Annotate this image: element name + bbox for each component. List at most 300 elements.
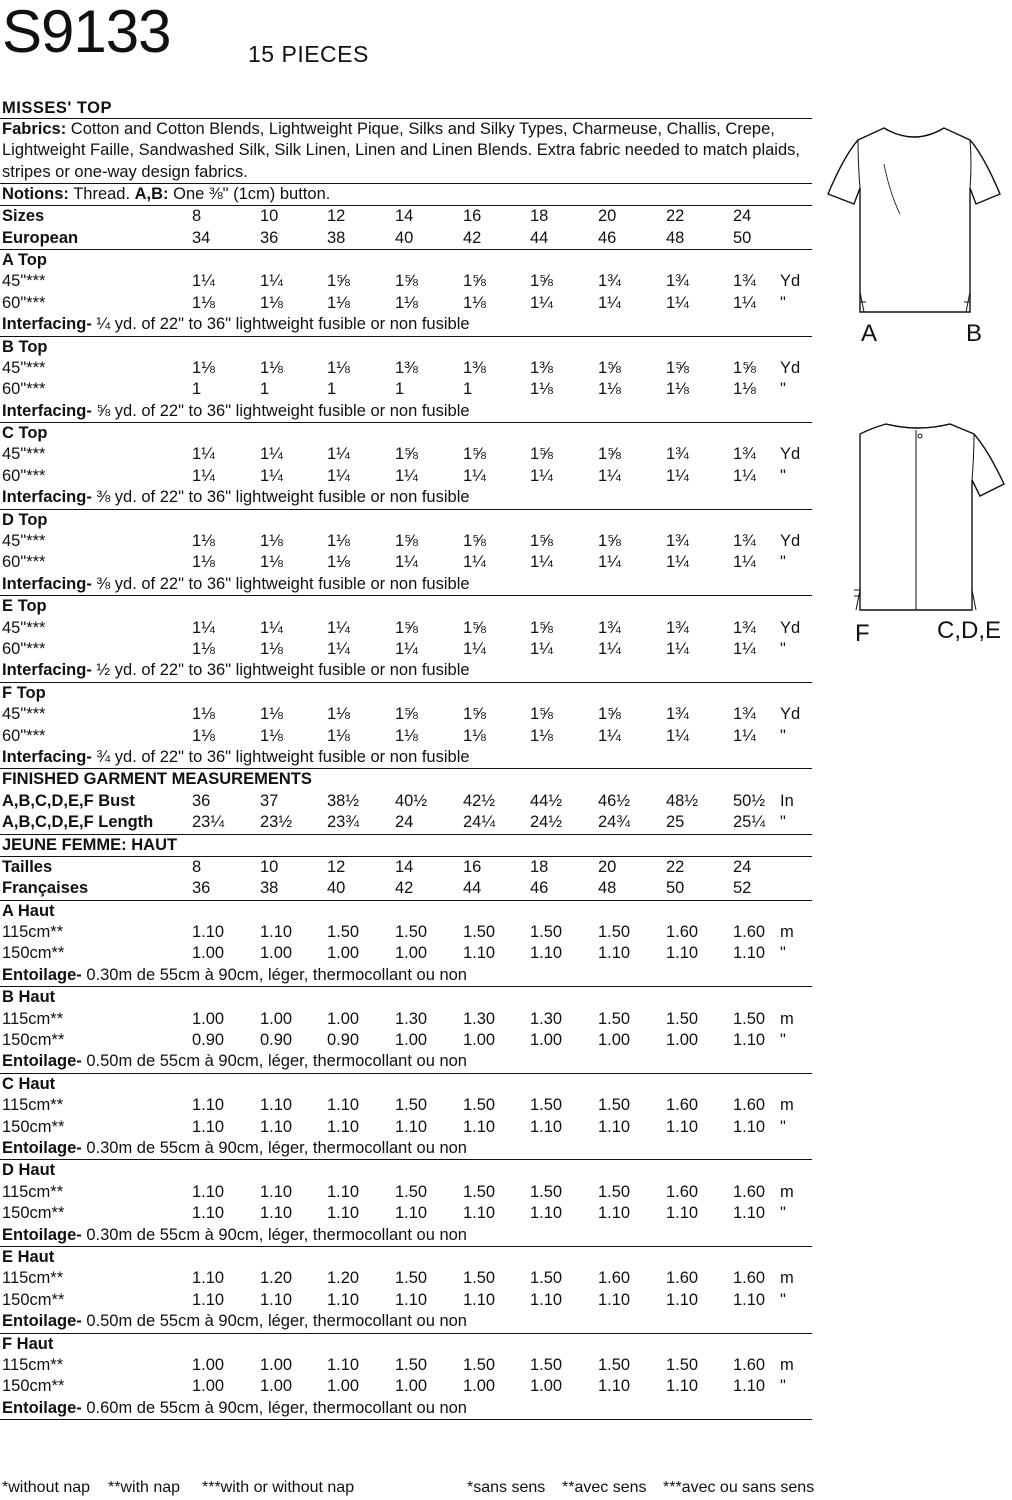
size-value: 1.10 <box>260 1204 293 1223</box>
size-value: 1.10 <box>733 1290 766 1309</box>
view-title <box>0 901 812 922</box>
fr-yardage-table <box>0 835 812 1421</box>
view-title <box>0 510 812 531</box>
size-value: 1.30 <box>463 1009 496 1028</box>
unit-label: " <box>780 466 786 485</box>
size-value: 1¼ <box>395 466 418 485</box>
yardage-45-row-label: 45"*** <box>2 532 46 551</box>
size-value: 1⅛ <box>598 380 621 399</box>
size-value: 1¾ <box>733 705 756 724</box>
size-value: 1⅝ <box>395 272 418 291</box>
size-value: 22 <box>666 207 685 226</box>
size-value: 1.00 <box>530 1377 563 1396</box>
unit-label: m <box>780 1355 794 1374</box>
size-value: 1.10 <box>327 1096 360 1115</box>
size-value: 1⅛ <box>260 553 283 572</box>
size-value: 1.10 <box>666 1290 699 1309</box>
size-value: 1.60 <box>666 1182 699 1201</box>
size-value: 1⅛ <box>395 293 418 312</box>
finished-measurements-title <box>0 769 812 790</box>
view-title-text: B Top <box>2 337 48 356</box>
size-value: 40 <box>395 228 414 247</box>
size-value: 23½ <box>260 813 293 832</box>
view-title-text: E Haut <box>2 1247 55 1266</box>
yardage-45-row <box>0 271 812 292</box>
size-value: 1¼ <box>463 466 486 485</box>
footnote: **with nap <box>108 1479 181 1496</box>
metrage-150-row <box>0 1030 812 1051</box>
metrage-150-row-label: 150cm** <box>2 1031 65 1050</box>
size-value: 48½ <box>666 791 699 810</box>
size-value: 1¾ <box>666 532 689 551</box>
size-value: 1.10 <box>192 1117 225 1136</box>
size-value: 1.50 <box>463 1182 496 1201</box>
view-title <box>0 423 812 444</box>
yardage-60-row <box>0 726 812 747</box>
sizes-row-label: Sizes <box>2 207 45 226</box>
notions-part: Thread. <box>68 184 135 203</box>
size-value: 24¾ <box>598 813 631 832</box>
size-value: 1.10 <box>260 1096 293 1115</box>
notions-label: Notions: <box>2 184 69 203</box>
size-value: 1.10 <box>260 1117 293 1136</box>
european-sizes-row-label: European <box>2 228 79 247</box>
size-value: 1.10 <box>530 1204 563 1223</box>
size-value: 42 <box>395 879 414 898</box>
size-value: 1.60 <box>733 1355 766 1374</box>
size-value: 1¼ <box>666 640 689 658</box>
size-value: 1⅝ <box>395 532 418 551</box>
view-title-text: A Haut <box>2 901 55 920</box>
size-value: 1.10 <box>260 1290 293 1309</box>
yardage-60-row <box>0 466 812 487</box>
back-view-illustration <box>848 420 1008 620</box>
view-label-cde: C,D,E <box>937 617 1002 644</box>
view-title <box>0 337 812 358</box>
size-value: 1¼ <box>260 618 283 637</box>
size-value: 1.50 <box>598 923 631 942</box>
unit-label: " <box>780 380 786 399</box>
size-value: 24¼ <box>463 813 496 832</box>
size-value: 1⅛ <box>327 553 350 572</box>
size-value: 1.50 <box>395 1182 428 1201</box>
view-label-f: F <box>855 620 870 647</box>
size-value: 1.10 <box>666 1204 699 1223</box>
size-value: 1⅛ <box>260 705 283 724</box>
size-value: 44 <box>463 879 482 898</box>
size-value: 1.30 <box>530 1009 563 1028</box>
interfacing-text: ¾ yd. of 22" to 36" lightweight fusible or non fusible <box>91 747 470 766</box>
size-value: 1⅝ <box>530 705 553 724</box>
unit-label: Yd <box>780 532 801 551</box>
size-value: 1¾ <box>666 445 689 464</box>
size-value: 1.10 <box>192 1290 225 1309</box>
size-value: 1⅝ <box>463 532 486 551</box>
size-value: 1⅝ <box>463 445 486 464</box>
size-value: 1¼ <box>327 640 350 658</box>
view-title-text: C Top <box>2 424 48 443</box>
size-value: 1¼ <box>530 640 553 658</box>
size-value: 1¼ <box>327 618 350 637</box>
view-title-text: B Haut <box>2 988 56 1007</box>
nap-footnotes <box>0 1476 815 1500</box>
metrage-150-row <box>0 943 812 964</box>
size-value: 1.10 <box>395 1204 428 1223</box>
size-value: 24 <box>733 857 752 876</box>
size-value: 1¾ <box>666 272 689 291</box>
interfacing-label: Entoilage- <box>2 1138 82 1157</box>
notions-text <box>0 184 812 205</box>
metrage-115-row-label: 115cm** <box>2 1269 64 1288</box>
size-value: 50 <box>733 228 752 247</box>
size-value: 1 <box>192 380 202 399</box>
unit-label: " <box>780 1117 786 1136</box>
size-value: 1.60 <box>733 1269 766 1288</box>
interfacing-row <box>0 1138 812 1159</box>
size-value: 23¾ <box>327 813 360 832</box>
size-value: 1.50 <box>530 1269 563 1288</box>
size-value: 1¼ <box>666 726 689 745</box>
fabrics-text <box>0 119 812 183</box>
unit-label: " <box>780 726 786 745</box>
size-value: 1¼ <box>463 640 486 658</box>
unit-label: Yd <box>780 445 801 464</box>
size-value: 36 <box>260 228 279 247</box>
size-value: 1.10 <box>733 1031 766 1050</box>
interfacing-row <box>0 574 812 595</box>
size-value: 16 <box>463 207 482 226</box>
yardage-45-row <box>0 704 812 725</box>
size-value: 1⅛ <box>260 726 283 745</box>
size-value: 1.50 <box>733 1009 766 1028</box>
size-value: 1⅝ <box>598 358 621 377</box>
size-value: 1.50 <box>395 923 428 942</box>
size-value: 1.50 <box>395 1355 428 1374</box>
size-value: 25¼ <box>733 813 766 832</box>
size-value: 18 <box>530 857 549 876</box>
size-value: 1¼ <box>598 553 621 572</box>
unit-label: Yd <box>780 618 801 637</box>
interfacing-row <box>0 747 812 768</box>
footnote: **avec sens <box>562 1479 647 1496</box>
size-value: 1¾ <box>666 618 689 637</box>
size-value: 0.90 <box>192 1031 225 1050</box>
interfacing-row <box>0 1398 812 1419</box>
size-value: 1⅜ <box>395 358 418 377</box>
size-value: 1.10 <box>327 1290 360 1309</box>
view-title <box>0 683 812 704</box>
size-value: 1⅛ <box>192 553 215 572</box>
size-value: 1.00 <box>192 1355 225 1374</box>
size-value: 1.10 <box>260 1182 293 1201</box>
view-title-text: D Haut <box>2 1161 56 1180</box>
size-value: 1.00 <box>260 1009 293 1028</box>
size-value: 1.10 <box>192 1096 225 1115</box>
size-value: 16 <box>463 857 482 876</box>
size-value: 1.50 <box>395 1269 428 1288</box>
unit-label: " <box>780 1031 786 1050</box>
size-value: 1.10 <box>666 1377 699 1396</box>
size-value: 1.00 <box>530 1031 563 1050</box>
size-value: 1¼ <box>530 466 553 485</box>
size-value: 1.10 <box>260 923 293 942</box>
yardage-60-row-label: 60"*** <box>2 380 46 399</box>
unit-label: m <box>780 1009 794 1028</box>
size-value: 38½ <box>327 791 360 810</box>
size-value: 1⅝ <box>395 618 418 637</box>
size-value: 46 <box>530 879 549 898</box>
unit-label: " <box>780 1290 786 1309</box>
unit-label: " <box>780 293 786 312</box>
size-value: 1.10 <box>598 1204 631 1223</box>
footnote: *sans sens <box>467 1479 546 1496</box>
size-value: 38 <box>260 879 279 898</box>
view-title <box>0 1074 812 1095</box>
interfacing-text: 0.60m de 55cm à 90cm, léger, thermocollant ou non <box>81 1398 467 1417</box>
size-value: 1.10 <box>463 1290 496 1309</box>
size-value: 36 <box>192 791 211 810</box>
size-value: 1⅛ <box>327 726 350 745</box>
size-value: 1¼ <box>598 640 621 658</box>
size-value: 1⅛ <box>192 705 215 724</box>
size-value: 10 <box>260 857 279 876</box>
size-value: 8 <box>192 207 202 226</box>
interfacing-text: ½ yd. of 22" to 36" lightweight fusible or non fusible <box>91 661 470 680</box>
size-value: 1.10 <box>666 944 699 963</box>
bust-row-label: A,B,C,D,E,F Bust <box>2 791 135 810</box>
metrage-115-row-label: 115cm** <box>2 1096 64 1115</box>
yardage-60-row <box>0 639 812 660</box>
yardage-60-row-label: 60"*** <box>2 640 46 658</box>
size-value: 1.00 <box>192 1377 225 1396</box>
yardage-45-row <box>0 444 812 465</box>
size-value: 1¾ <box>733 618 756 637</box>
size-value: 1.10 <box>192 1182 225 1201</box>
size-value: 1⅛ <box>530 726 553 745</box>
bust-row <box>0 791 812 812</box>
size-value: 1⅛ <box>463 726 486 745</box>
yardage-60-row-label: 60"*** <box>2 466 46 485</box>
jeune-femme-title <box>0 835 812 856</box>
size-value: 1.10 <box>327 1117 360 1136</box>
unit-label: " <box>780 1204 786 1223</box>
size-value: 1¼ <box>530 553 553 572</box>
size-value: 1.50 <box>598 1009 631 1028</box>
size-value: 20 <box>598 207 617 226</box>
fabrics-list: Cotton and Cotton Blends, Lightweight Pique, Silks and Silky Types, Charmeuse, Challis, Crepe, Lightweight Faille, Sandwashed Silk, Silk Linen, Linen and Linen Blends. Extra fabric needed to match plaids, stripes or one-way design fabrics. <box>2 120 800 181</box>
unit-label: " <box>780 944 786 963</box>
yardage-chart <box>0 98 812 1420</box>
metrage-150-row-label: 150cm** <box>2 944 65 963</box>
size-value: 1¼ <box>733 640 756 658</box>
unit-label: m <box>780 1182 794 1201</box>
us-yardage-table <box>0 206 812 834</box>
size-value: 1.50 <box>598 1182 631 1201</box>
size-value: 1¼ <box>192 618 215 637</box>
size-value: 1.10 <box>666 1117 699 1136</box>
size-value: 50½ <box>733 791 766 810</box>
footnote: ***avec ou sans sens <box>663 1479 815 1496</box>
size-value: 1¼ <box>260 272 283 291</box>
size-value: 36 <box>192 879 211 898</box>
size-value: 1¾ <box>666 705 689 724</box>
metrage-115-row <box>0 1095 812 1116</box>
size-value: 1¼ <box>192 466 215 485</box>
size-value: 1¼ <box>598 293 621 312</box>
size-value: 1¼ <box>395 553 418 572</box>
interfacing-label: Entoilage- <box>2 1225 82 1244</box>
size-value: 1 <box>327 380 337 399</box>
size-value: 1.10 <box>327 1182 360 1201</box>
size-value: 1⅜ <box>530 358 553 377</box>
size-value: 1.10 <box>530 944 563 963</box>
size-value: 37 <box>260 791 279 810</box>
size-value: 1.50 <box>463 1269 496 1288</box>
size-value: 1¼ <box>733 726 756 745</box>
size-value: 20 <box>598 857 617 876</box>
unit-label: In <box>780 791 794 810</box>
size-value: 1⅛ <box>530 380 553 399</box>
size-value: 1.10 <box>192 1204 225 1223</box>
size-value: 34 <box>192 228 211 247</box>
size-value: 1.20 <box>260 1269 293 1288</box>
unit-label: " <box>780 640 786 658</box>
size-value: 1¾ <box>733 532 756 551</box>
interfacing-row <box>0 1225 812 1246</box>
interfacing-label: Interfacing- <box>2 661 92 680</box>
interfacing-label: Interfacing- <box>2 401 92 420</box>
interfacing-label: Interfacing- <box>2 574 92 593</box>
divider <box>0 1419 812 1420</box>
length-row-label: A,B,C,D,E,F Length <box>2 813 154 832</box>
size-value: 1.50 <box>666 1009 699 1028</box>
size-value: 1⅝ <box>666 358 689 377</box>
size-value: 1.10 <box>598 1290 631 1309</box>
yardage-45-row-label: 45"*** <box>2 445 46 464</box>
interfacing-label: Interfacing- <box>2 488 92 507</box>
size-value: 1⅛ <box>666 380 689 399</box>
size-value: 1.10 <box>192 923 225 942</box>
view-label-b: B <box>966 320 983 347</box>
size-value: 0.90 <box>260 1031 293 1050</box>
size-value: 1⅝ <box>395 705 418 724</box>
size-value: 1¼ <box>192 272 215 291</box>
size-value: 1¼ <box>327 445 350 464</box>
size-value: 1.50 <box>530 1096 563 1115</box>
size-value: 1.60 <box>733 1182 766 1201</box>
metrage-115-row <box>0 1268 812 1289</box>
metrage-115-row <box>0 1009 812 1030</box>
size-value: 1.10 <box>463 944 496 963</box>
francaises-row <box>0 878 812 899</box>
size-value: 1.60 <box>666 1269 699 1288</box>
size-value: 1⅛ <box>327 293 350 312</box>
size-value: 42 <box>463 228 482 247</box>
size-value: 1.10 <box>395 1117 428 1136</box>
view-title-text: C Haut <box>2 1074 56 1093</box>
size-value: 1.10 <box>327 1355 360 1374</box>
interfacing-label: Entoilage- <box>2 965 82 984</box>
size-value: 1⅝ <box>530 272 553 291</box>
size-value: 1⅛ <box>327 705 350 724</box>
size-value: 44 <box>530 228 549 247</box>
front-view-illustration <box>824 124 1004 324</box>
size-value: 10 <box>260 207 279 226</box>
size-value: 1⅝ <box>530 445 553 464</box>
length-row <box>0 812 812 833</box>
size-value: 1.00 <box>395 1031 428 1050</box>
interfacing-text: 0.30m de 55cm à 90cm, léger, thermocollant ou non <box>81 1225 467 1244</box>
size-value: 1⅜ <box>463 358 486 377</box>
size-value: 1.10 <box>733 1117 766 1136</box>
unit-label: " <box>780 1377 786 1396</box>
metrage-150-row <box>0 1376 812 1397</box>
size-value: 1¾ <box>733 445 756 464</box>
size-value: 1.10 <box>530 1290 563 1309</box>
interfacing-row <box>0 660 812 681</box>
size-value: 1.60 <box>666 923 699 942</box>
interfacing-row <box>0 1051 812 1072</box>
view-title-text: F Haut <box>2 1334 54 1353</box>
size-value: 1.10 <box>463 1117 496 1136</box>
size-value: 1.10 <box>733 1377 766 1396</box>
yardage-60-row <box>0 552 812 573</box>
size-value: 1.00 <box>192 1009 225 1028</box>
metrage-150-row <box>0 1290 812 1311</box>
size-value: 1⅛ <box>260 358 283 377</box>
size-value: 1.50 <box>463 1355 496 1374</box>
size-value: 1.00 <box>395 1377 428 1396</box>
size-value: 44½ <box>530 791 563 810</box>
interfacing-label: Entoilage- <box>2 1052 82 1071</box>
interfacing-text: 0.30m de 55cm à 90cm, léger, thermocollant ou non <box>81 965 467 984</box>
yardage-45-row-label: 45"*** <box>2 705 46 724</box>
interfacing-row <box>0 1311 812 1332</box>
size-value: 1.00 <box>327 1377 360 1396</box>
size-value: 40½ <box>395 791 428 810</box>
size-value: 23¼ <box>192 813 225 832</box>
size-value: 38 <box>327 228 346 247</box>
interfacing-text: 0.50m de 55cm à 90cm, léger, thermocollant ou non <box>81 1312 467 1331</box>
size-value: 1⅝ <box>463 705 486 724</box>
metrage-150-row <box>0 1117 812 1138</box>
view-title-text: A Top <box>2 250 47 269</box>
size-value: 1⅝ <box>530 618 553 637</box>
size-value: 1.50 <box>463 1096 496 1115</box>
size-value: 1⅛ <box>327 358 350 377</box>
size-value: 1.60 <box>666 1096 699 1115</box>
size-value: 1.60 <box>598 1269 631 1288</box>
size-value: 48 <box>666 228 685 247</box>
size-value: 1.10 <box>733 1204 766 1223</box>
metrage-150-row-label: 150cm** <box>2 1117 65 1136</box>
size-value: 1.30 <box>395 1009 428 1028</box>
notions-views: A,B: <box>134 184 169 203</box>
unit-label: Yd <box>780 705 801 724</box>
size-value: 8 <box>192 857 202 876</box>
view-title <box>0 1334 812 1355</box>
size-value: 1.00 <box>260 1355 293 1374</box>
yardage-45-row-label: 45"*** <box>2 358 46 377</box>
francaises-row-label: Françaises <box>2 879 89 898</box>
size-value: 1¼ <box>327 466 350 485</box>
size-value: 1¼ <box>260 466 283 485</box>
sizes-row <box>0 206 812 227</box>
size-value: 1.00 <box>192 944 225 963</box>
size-value: 1⅛ <box>463 293 486 312</box>
interfacing-label: Interfacing- <box>2 747 92 766</box>
interfacing-label: Interfacing- <box>2 315 92 334</box>
